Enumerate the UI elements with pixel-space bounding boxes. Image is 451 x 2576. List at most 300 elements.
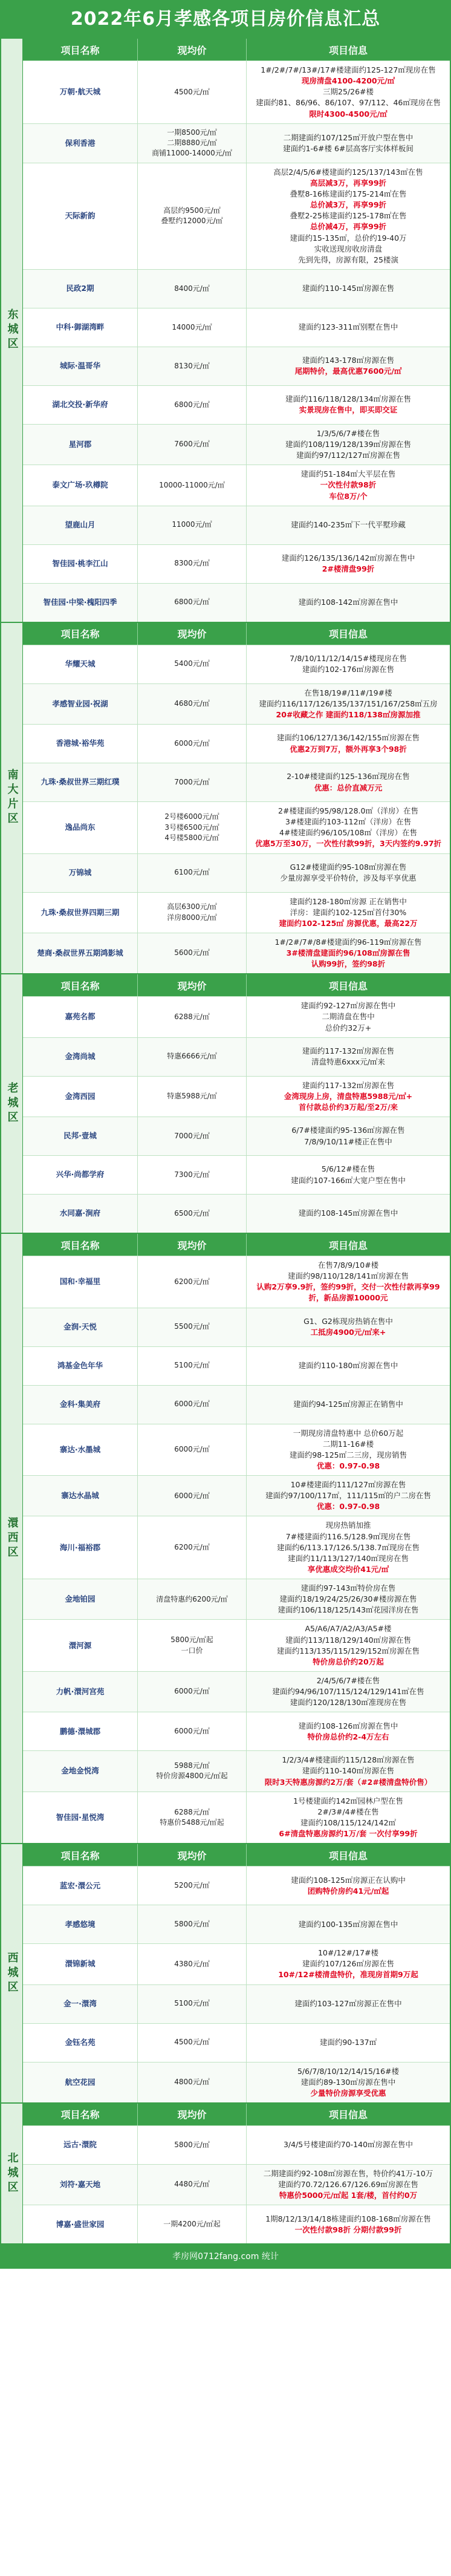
project-name: 中科·御湖湾畔 bbox=[23, 308, 138, 347]
promo-line: 金湾现房上房，清盘特惠5988元/㎡+ bbox=[284, 1091, 413, 1101]
table-row bbox=[23, 1619, 450, 1671]
header-project-name: 项目名称 bbox=[23, 39, 138, 60]
info-line: 建面约108/115/124/142㎡ bbox=[300, 1818, 397, 1827]
region-section bbox=[1, 37, 450, 622]
info-line: 建面约120/128/130㎡准现房在售 bbox=[290, 1698, 407, 1707]
info-line: 建面约92-127㎡房源在售中 bbox=[300, 1001, 396, 1011]
info-line: 建面约110-145㎡房源在售 bbox=[302, 284, 395, 293]
project-price: 5800元/㎡起 一口价 bbox=[138, 1620, 247, 1671]
project-name: 鹏德·澴城郡 bbox=[23, 1712, 138, 1750]
project-info bbox=[247, 763, 450, 801]
info-line: 3/4/5号楼建面约70-140㎡房源在售中 bbox=[283, 2140, 414, 2150]
project-info bbox=[247, 1347, 450, 1385]
promo-line: 实景现房在售中，即买即交证 bbox=[299, 405, 398, 415]
promo-line: 享优惠成交均价41元/㎡ bbox=[307, 1564, 389, 1574]
info-line: 建面约116/117/126/135/137/151/167/258㎡五房 bbox=[259, 699, 438, 708]
project-name: 星河郡 bbox=[23, 425, 138, 465]
project-info bbox=[247, 61, 450, 123]
promo-line: 一次性付款98折 bbox=[320, 480, 377, 490]
project-name: 博嘉·盛世家园 bbox=[23, 2205, 138, 2243]
project-info bbox=[247, 854, 450, 892]
sections-container bbox=[1, 37, 450, 2243]
project-name: 望鹿山月 bbox=[23, 506, 138, 544]
header-project-name: 项目名称 bbox=[23, 623, 138, 645]
project-info bbox=[247, 506, 450, 544]
project-name: 泰文广场·玖樽院 bbox=[23, 465, 138, 505]
table-row bbox=[23, 1155, 450, 1194]
project-name: 力帆·澴河宫苑 bbox=[23, 1672, 138, 1712]
header-avg-price: 现均价 bbox=[138, 1844, 247, 1866]
project-name: 万朝·航天城 bbox=[23, 61, 138, 123]
project-info bbox=[247, 893, 450, 933]
info-line: 建面约102-176㎡房源在售 bbox=[302, 665, 395, 674]
table-row bbox=[23, 853, 450, 892]
project-info bbox=[247, 725, 450, 763]
project-price: 4500元/㎡ bbox=[138, 61, 247, 123]
project-name: 孝感悠境 bbox=[23, 1905, 138, 1943]
project-name: 孝感智业园·祝湖 bbox=[23, 684, 138, 724]
project-name: 刘符·嘉天地 bbox=[23, 2165, 138, 2205]
project-name: 金一·澴湾 bbox=[23, 1985, 138, 2023]
table-row bbox=[23, 1308, 450, 1346]
info-line: 建面约51-184㎡大平层在售 bbox=[300, 469, 396, 479]
table-row bbox=[23, 1866, 450, 1905]
project-name: 海川·福裕郡 bbox=[23, 1516, 138, 1579]
project-price: 高层6300元/㎡ 洋房8000元/㎡ bbox=[138, 893, 247, 933]
info-line: 1期8/12/13/14/18栋建面约108-168㎡房源在售 bbox=[265, 2214, 431, 2223]
header-avg-price: 现均价 bbox=[138, 623, 247, 645]
region-section bbox=[1, 1233, 450, 1843]
page-title: 2022年6月孝感各项目房价信息汇总 bbox=[1, 1, 450, 37]
info-line: 洋房：建面约102-125㎡首付30% bbox=[290, 907, 407, 917]
info-line: 3#楼建面约103-112㎡（洋房）在售 bbox=[285, 817, 412, 827]
table-row bbox=[23, 2164, 450, 2205]
info-line: 1#/2#/7#/8#楼建面约96-119㎡房源在售 bbox=[274, 937, 422, 947]
table-row bbox=[23, 1385, 450, 1424]
project-name: 逸品尚东 bbox=[23, 802, 138, 853]
project-table bbox=[23, 974, 450, 1233]
info-line: 先到先得，房源有限，25楼演 bbox=[298, 255, 398, 264]
table-row bbox=[23, 1516, 450, 1579]
project-info bbox=[247, 1117, 450, 1155]
project-info bbox=[247, 2126, 450, 2164]
promo-line: 2#楼清盘99折 bbox=[322, 564, 375, 574]
project-name: 智佳园·中梁·槐阳四季 bbox=[23, 584, 138, 622]
header-project-info: 项目信息 bbox=[328, 628, 368, 641]
region-label: 西城区 bbox=[1, 1844, 23, 2102]
project-price: 6000元/㎡ bbox=[138, 1672, 247, 1712]
promo-line: 总价减3万，再享99折 bbox=[310, 200, 387, 210]
table-row bbox=[23, 1750, 450, 1791]
project-info bbox=[247, 425, 450, 465]
info-line: 建面约97-143㎡特价房在售 bbox=[300, 1583, 396, 1593]
project-info bbox=[247, 1195, 450, 1233]
project-name: 民邦·壹城 bbox=[23, 1117, 138, 1155]
info-line: 建面约110-140㎡房源在售 bbox=[302, 1766, 395, 1776]
info-line: 建面约15-135㎡，总价约19-40万 bbox=[290, 233, 407, 243]
project-table bbox=[23, 1234, 450, 1843]
table-row bbox=[23, 60, 450, 123]
info-line: 总价约32万+ bbox=[325, 1023, 372, 1032]
project-name: 智佳园·星悦湾 bbox=[23, 1792, 138, 1844]
info-line: 5/6/12#楼在售 bbox=[321, 1164, 375, 1174]
promo-line: 一次性付款98折 分期付款99折 bbox=[294, 2225, 402, 2234]
info-line: 建面约94-125㎡房源正在销售中 bbox=[293, 1399, 403, 1409]
promo-line: 高层减3万，再享99折 bbox=[310, 178, 387, 187]
project-name: 金湾西园 bbox=[23, 1077, 138, 1117]
promo-line: 少量特价房源享受优惠 bbox=[310, 2088, 386, 2098]
table-row bbox=[23, 1792, 450, 1844]
info-line: 高层2/4/5/6#楼建面约125/137/143㎡在售 bbox=[273, 167, 423, 177]
project-name: 寨达水晶城 bbox=[23, 1476, 138, 1516]
header-avg-price: 现均价 bbox=[138, 1234, 247, 1256]
project-info bbox=[247, 645, 450, 683]
project-name: 城际·温哥华 bbox=[23, 347, 138, 385]
promo-line: 认购2万享9.9折，签约99折，交付一次性付款再享99折，新品房源10000元 bbox=[256, 1282, 440, 1303]
info-line: 4#楼建面约96/105/108㎡（洋房）在售 bbox=[279, 828, 417, 838]
table-row bbox=[23, 1194, 450, 1233]
project-name: 兴华·尚都学府 bbox=[23, 1156, 138, 1194]
footer-source: 孝房网0712fang.com 统计 bbox=[1, 2243, 450, 2268]
project-price: 6100元/㎡ bbox=[138, 854, 247, 892]
project-name: 寨达·水墨城 bbox=[23, 1424, 138, 1476]
project-name: 金地金悦湾 bbox=[23, 1751, 138, 1791]
region-section bbox=[1, 2102, 450, 2243]
header-avg-price: 现均价 bbox=[138, 974, 247, 996]
table-row bbox=[23, 1905, 450, 1943]
info-line: 建面约1-6#楼 6#层高客厅实体样板间 bbox=[283, 143, 414, 153]
promo-line: 车位8万/个 bbox=[329, 491, 368, 501]
promo-line: 团购特价房约41元/㎡起 bbox=[307, 1886, 389, 1896]
info-line: G1、G2栋现房热销在售中 bbox=[303, 1316, 393, 1326]
project-info bbox=[247, 1867, 450, 1905]
table-row bbox=[23, 1037, 450, 1076]
info-line: A5/A6/A7/A2/A3/A5#楼 bbox=[305, 1624, 392, 1634]
project-name: 万锦城 bbox=[23, 854, 138, 892]
info-line: 二期建面约107/125㎡开放户型在售中 bbox=[283, 132, 414, 142]
info-line: 建面约100-135㎡房源在售中 bbox=[298, 1919, 398, 1929]
info-line: 建面约143-178㎡房源在售 bbox=[302, 356, 395, 365]
table-row bbox=[23, 1346, 450, 1385]
info-line: 建面约98-125㎡二三房，现房销售 bbox=[289, 1450, 407, 1459]
info-line: 建面约110-180㎡房源在售中 bbox=[298, 1360, 398, 1370]
project-price: 特惠5988元/㎡ bbox=[138, 1077, 247, 1117]
table-row bbox=[23, 1475, 450, 1516]
info-line: 建面约117-132㎡房源在售 bbox=[302, 1080, 395, 1090]
project-name: 保利香港 bbox=[23, 124, 138, 163]
info-line: 1号楼建面约142㎡园林户型在售 bbox=[293, 1796, 403, 1805]
info-line: 建面约113/135/115/129/152㎡房源在售 bbox=[276, 1646, 420, 1655]
table-row bbox=[23, 506, 450, 544]
table-row bbox=[23, 583, 450, 622]
header-avg-price: 现均价 bbox=[138, 2104, 247, 2125]
project-price: 5100元/㎡ bbox=[138, 1985, 247, 2023]
project-name: 鸿基金色年华 bbox=[23, 1347, 138, 1385]
info-line: 建面约106/118/125/143㎡花园洋房在售 bbox=[277, 1605, 419, 1615]
info-line: 建面约11/113/127/140㎡现房在售 bbox=[287, 1553, 409, 1563]
info-line: 建面约90-137㎡ bbox=[319, 2037, 377, 2047]
promo-line: 3#楼清盘建面约96/108㎡房源在售 bbox=[286, 948, 410, 958]
project-price: 14000元/㎡ bbox=[138, 308, 247, 347]
project-price: 4380元/㎡ bbox=[138, 1944, 247, 1984]
info-line: 建面约6/113.17/126.5/138.7㎡现房在售 bbox=[277, 1542, 420, 1552]
info-line: 建面约81、86/96、86/107、97/112、46㎡现房在售 bbox=[256, 98, 441, 108]
info-line: 建面约107/126㎡房源在售 bbox=[302, 1959, 394, 1969]
table-header bbox=[23, 1844, 450, 1866]
project-price: 5800元/㎡ bbox=[138, 1905, 247, 1943]
info-line: 建面约108-126㎡房源在售中 bbox=[298, 1721, 398, 1730]
info-line: 叠墅8-16栋建面约175-214㎡在售 bbox=[290, 189, 407, 199]
project-name: 航空花园 bbox=[23, 2062, 138, 2102]
project-name: 金科·集美府 bbox=[23, 1386, 138, 1424]
table-row bbox=[23, 1424, 450, 1476]
table-row bbox=[23, 424, 450, 465]
project-name: 香港城·裕华苑 bbox=[23, 725, 138, 763]
promo-line: 特惠价5000元/㎡起 1套/楼，首付约0万 bbox=[279, 2191, 418, 2200]
info-line: 三期25/26#楼 bbox=[323, 87, 374, 97]
info-line: 7/8/9/10/11#楼正在售中 bbox=[304, 1136, 392, 1146]
info-line: 二期建面约92-108㎡房源在售，特价约41万-10万 bbox=[263, 2168, 433, 2178]
project-price: 4680元/㎡ bbox=[138, 684, 247, 724]
info-line: 叠墅2-25栋建面约125-178㎡在售 bbox=[290, 211, 407, 221]
table-row bbox=[23, 892, 450, 933]
table-row bbox=[23, 269, 450, 308]
project-price: 一期4200元/㎡起 bbox=[138, 2205, 247, 2243]
table-row bbox=[23, 1671, 450, 1712]
project-info bbox=[247, 1077, 450, 1117]
project-price: 6000元/㎡ bbox=[138, 1476, 247, 1516]
info-line: 建面约94/96/107/115/124/129/141㎡在售 bbox=[272, 1687, 424, 1697]
project-info bbox=[247, 2205, 450, 2243]
info-line: 建面约108-145㎡房源在售中 bbox=[298, 1208, 398, 1218]
info-line: 2-10#楼建面约125-136㎡现房在售 bbox=[287, 772, 410, 781]
promo-line: 优惠：0.97-0.98 bbox=[316, 1502, 380, 1511]
info-line: 建面约113/118/129/140㎡房源在售 bbox=[285, 1635, 412, 1645]
table-row bbox=[23, 123, 450, 163]
info-line: 6/7#楼建面约95-136㎡房源在售 bbox=[291, 1126, 405, 1135]
info-line: 5/6/7/8/10/12/14/15/16#楼 bbox=[297, 2066, 399, 2076]
project-name: 华耀天城 bbox=[23, 645, 138, 683]
info-line: 建面约123-311㎡别墅在售中 bbox=[298, 322, 398, 332]
project-info bbox=[247, 1516, 450, 1579]
project-name: 澴河源 bbox=[23, 1620, 138, 1671]
project-price: 2号楼6000元/㎡ 3号楼6500元/㎡ 4号楼5800元/㎡ bbox=[138, 802, 247, 853]
project-name: 金钰名苑 bbox=[23, 2024, 138, 2062]
table-row bbox=[23, 2023, 450, 2062]
info-line: 建面约117-132㎡房源在售 bbox=[302, 1046, 395, 1056]
info-line: 建面约98/110/128/141㎡房源在售 bbox=[287, 1271, 409, 1281]
info-line: 建面约140-235㎡下一代平墅珍藏 bbox=[291, 520, 406, 530]
project-price: 特惠6666元/㎡ bbox=[138, 1038, 247, 1076]
table-row bbox=[23, 724, 450, 763]
project-name: 湖北交投·新华府 bbox=[23, 386, 138, 424]
header-project-info: 项目信息 bbox=[328, 1239, 368, 1251]
project-info bbox=[247, 1905, 450, 1943]
project-price: 6200元/㎡ bbox=[138, 1516, 247, 1579]
project-price: 6288元/㎡ 特惠价5488元/㎡起 bbox=[138, 1792, 247, 1844]
info-line: 建面约97/100/117㎡，111/115㎡的户二房在售 bbox=[265, 1491, 431, 1501]
project-info bbox=[247, 2062, 450, 2102]
table-header bbox=[23, 1234, 450, 1256]
promo-line: 限时4300-4500元/㎡ bbox=[309, 109, 388, 119]
project-price: 7000元/㎡ bbox=[138, 763, 247, 801]
table-row bbox=[23, 2062, 450, 2102]
promo-line: 认购99折，签约98折 bbox=[311, 959, 386, 969]
project-info bbox=[247, 997, 450, 1037]
table-row bbox=[23, 933, 450, 973]
table-row bbox=[23, 1117, 450, 1155]
project-price: 6000元/㎡ bbox=[138, 1386, 247, 1424]
info-line: 建面约89-130㎡房源在售中 bbox=[300, 2077, 396, 2087]
header-project-name: 项目名称 bbox=[23, 974, 138, 996]
info-line: G12#楼建面约95-108㎡房源在售 bbox=[290, 862, 407, 872]
table-row bbox=[23, 163, 450, 269]
info-line: 建面约18/19/24/25/26/30#楼房源在售 bbox=[279, 1594, 417, 1604]
project-price: 8130元/㎡ bbox=[138, 347, 247, 385]
project-info bbox=[247, 584, 450, 622]
info-line: 1/2/3/4#楼建面约115/128㎡房源在售 bbox=[282, 1755, 415, 1765]
table-row bbox=[23, 308, 450, 347]
promo-line: 10#/12#楼清盘特价，准现房首期9万起 bbox=[278, 1970, 418, 1980]
table-row bbox=[23, 2205, 450, 2243]
header-project-info: 项目信息 bbox=[328, 980, 368, 992]
project-name: 水同嘉·涧府 bbox=[23, 1195, 138, 1233]
info-line: 建面约126/135/136/142㎡房源在售中 bbox=[281, 553, 415, 563]
project-name: 国和·幸福里 bbox=[23, 1256, 138, 1308]
info-line: 1/3/5/6/7#楼在售 bbox=[316, 428, 380, 438]
region-label: 北城区 bbox=[1, 2104, 23, 2243]
table-row bbox=[23, 465, 450, 505]
promo-line: 特价房总价约20万起 bbox=[313, 1657, 384, 1666]
header-avg-price: 现均价 bbox=[138, 39, 247, 60]
project-price: 4500元/㎡ bbox=[138, 2024, 247, 2062]
info-line: 清盘特惠6xxx元/㎡来 bbox=[311, 1057, 385, 1067]
header-project-name: 项目名称 bbox=[23, 1844, 138, 1866]
info-line: 二期清盘在售中 bbox=[322, 1012, 375, 1022]
table-row bbox=[23, 347, 450, 385]
header-project-info: 项目信息 bbox=[328, 1850, 368, 1862]
header-project-info: 项目信息 bbox=[328, 2109, 368, 2121]
table-row bbox=[23, 996, 450, 1037]
project-info bbox=[247, 2024, 450, 2062]
table-row bbox=[23, 1712, 450, 1750]
table-row bbox=[23, 1256, 450, 1308]
table-row bbox=[23, 2125, 450, 2164]
project-info bbox=[247, 1712, 450, 1750]
project-price: 7000元/㎡ bbox=[138, 1117, 247, 1155]
project-name: 智佳园·桃李江山 bbox=[23, 545, 138, 583]
info-line: 建面约97/112/127㎡房源在售 bbox=[296, 451, 401, 460]
project-price: 高层约9500元/㎡ 叠墅约12000元/㎡ bbox=[138, 163, 247, 269]
info-line: 现房热销加推 bbox=[325, 1521, 371, 1530]
table-header bbox=[23, 2104, 450, 2125]
project-price: 10000-11000元/㎡ bbox=[138, 465, 247, 505]
project-info bbox=[247, 684, 450, 724]
region-label: 澴西区 bbox=[1, 1234, 23, 1843]
info-line: 建面约106/127/136/142/155㎡房源在售 bbox=[276, 733, 420, 743]
project-info bbox=[247, 1620, 450, 1671]
region-label: 东城区 bbox=[1, 39, 23, 622]
table-row bbox=[23, 1943, 450, 1984]
table-row bbox=[23, 683, 450, 724]
project-name: 九珠·桑叔世界四期三期 bbox=[23, 893, 138, 933]
project-name: 九珠·桑叔世界三期红璞 bbox=[23, 763, 138, 801]
promo-line: 总价减4万，再享99折 bbox=[310, 222, 387, 232]
project-info bbox=[247, 1156, 450, 1194]
promo-line: 限时3天特惠房源约2万/套（#2#楼清盘特价售） bbox=[264, 1777, 432, 1787]
table-row bbox=[23, 763, 450, 801]
project-price: 7300元/㎡ bbox=[138, 1156, 247, 1194]
project-name: 澴锦新城 bbox=[23, 1944, 138, 1984]
project-table bbox=[23, 2104, 450, 2243]
info-line: 1#/2#/7#/13#/17#楼建面约125-127㎡现房在售 bbox=[261, 65, 436, 74]
info-line: 建面约103-127㎡房源正在售中 bbox=[294, 1998, 402, 2008]
project-info bbox=[247, 1424, 450, 1476]
project-name: 嘉苑名都 bbox=[23, 997, 138, 1037]
project-price: 8400元/㎡ bbox=[138, 270, 247, 308]
project-info bbox=[247, 1792, 450, 1844]
project-price: 6000元/㎡ bbox=[138, 1712, 247, 1750]
project-info bbox=[247, 933, 450, 973]
project-name: 远古·澴院 bbox=[23, 2126, 138, 2164]
project-price: 一期8500元/㎡ 二期8880元/㎡ 商铺11000-14000元/㎡ bbox=[138, 124, 247, 163]
info-line: 7/8/10/11/12/14/15#楼现房在售 bbox=[290, 654, 407, 664]
project-price: 7600元/㎡ bbox=[138, 425, 247, 465]
project-table bbox=[23, 623, 450, 974]
project-price: 6500元/㎡ bbox=[138, 1195, 247, 1233]
info-line: 2#楼建面约95/98/128.0㎡（洋房）在售 bbox=[278, 806, 418, 816]
promo-line: 工抵房4900元/㎡来+ bbox=[310, 1328, 386, 1337]
project-price: 6200元/㎡ bbox=[138, 1256, 247, 1308]
project-name: 楚商·桑叔世界五期鸿影城 bbox=[23, 933, 138, 973]
info-line: 建面约128-180㎡房源 正在销售中 bbox=[290, 896, 407, 906]
project-info bbox=[247, 1751, 450, 1791]
info-line: 建面约108-142㎡房源在售中 bbox=[298, 598, 398, 607]
promo-line: 20#收藏之作 建面约118/138㎡房源加推 bbox=[276, 709, 421, 719]
project-price: 5500元/㎡ bbox=[138, 1308, 247, 1346]
project-name: 天际新韵 bbox=[23, 163, 138, 269]
info-line: 实收送现房收房清盘 bbox=[314, 244, 383, 253]
table-header bbox=[23, 623, 450, 645]
project-price: 5400元/㎡ bbox=[138, 645, 247, 683]
project-price: 6000元/㎡ bbox=[138, 725, 247, 763]
project-name: 金润·天悦 bbox=[23, 1308, 138, 1346]
project-info bbox=[247, 2165, 450, 2205]
info-line: 建面约108-125㎡房源正在认购中 bbox=[291, 1875, 406, 1885]
project-price: 5100元/㎡ bbox=[138, 1347, 247, 1385]
promo-line: 尾期特价，最高优惠7600元/㎡ bbox=[294, 367, 402, 376]
project-info bbox=[247, 124, 450, 163]
project-info bbox=[247, 1985, 450, 2023]
region-section bbox=[1, 973, 450, 1233]
promo-line: 特价房总价约2-4万左右 bbox=[307, 1732, 389, 1741]
table-row bbox=[23, 1579, 450, 1619]
header-project-name: 项目名称 bbox=[23, 2104, 138, 2125]
project-price: 6288元/㎡ bbox=[138, 997, 247, 1037]
region-section bbox=[1, 1843, 450, 2102]
project-price: 8300元/㎡ bbox=[138, 545, 247, 583]
project-price: 5600元/㎡ bbox=[138, 933, 247, 973]
project-info bbox=[247, 1256, 450, 1308]
project-price: 6800元/㎡ bbox=[138, 584, 247, 622]
info-line: 7#楼建面约116.5/128.9㎡现房在售 bbox=[285, 1531, 411, 1541]
info-line: 10#楼建面约111/127㎡房源在售 bbox=[290, 1480, 406, 1490]
project-info bbox=[247, 1579, 450, 1619]
info-line: 一期现房清盘特惠中 总价60万起 bbox=[293, 1428, 404, 1438]
project-price: 4480元/㎡ bbox=[138, 2165, 247, 2205]
project-info bbox=[247, 163, 450, 269]
info-line: 少量房源享受平价特价，涉及每平享优惠 bbox=[280, 873, 417, 883]
